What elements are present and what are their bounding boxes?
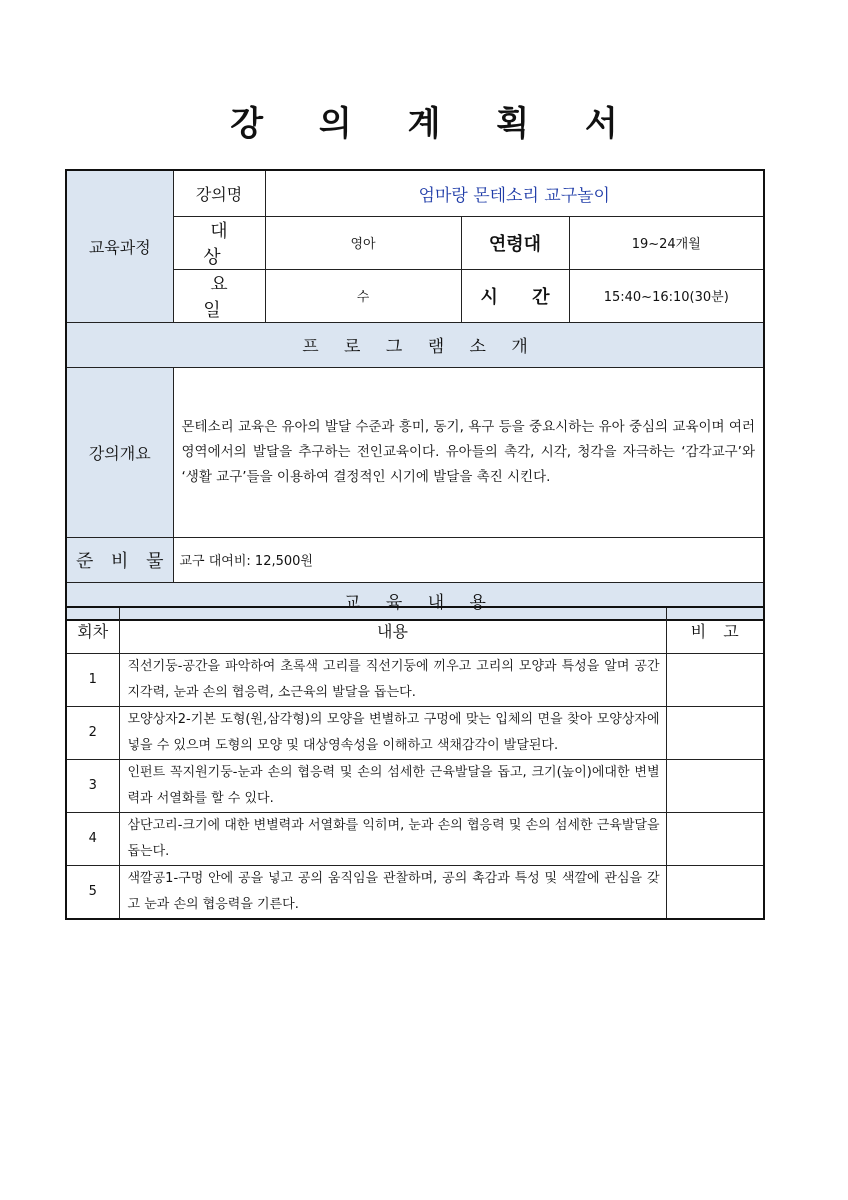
course-name-value: 엄마랑 몬테소리 교구놀이 bbox=[265, 170, 764, 216]
table-row bbox=[66, 653, 764, 706]
course-section-label: 교육과정 bbox=[66, 170, 173, 322]
row-number: 3 bbox=[66, 759, 119, 812]
table-row bbox=[66, 706, 764, 759]
target-value: 영아 bbox=[265, 216, 461, 269]
row-number: 1 bbox=[66, 653, 119, 706]
row-content: 색깔공1-구멍 안에 공을 넣고 공의 움직임을 관찰하며, 공의 촉감과 특성 및 색깔에 관심을 갖고 눈과 손의 협응력을 기른다. bbox=[119, 865, 666, 919]
overview-label: 강의개요 bbox=[66, 367, 173, 537]
row-content: 모양상자2-기본 도형(원,삼각형)의 모양을 변별하고 구멍에 맞는 입체의 면을 찾아 모양상자에 넣을 수 있으며 도형의 모양 및 대상영속성을 이해하고 색채감각이 발달된다. bbox=[119, 706, 666, 759]
col-note-header: 비 고 bbox=[666, 607, 764, 653]
row-note bbox=[666, 812, 764, 865]
age-label: 연령대 bbox=[461, 216, 569, 269]
row-number: 4 bbox=[66, 812, 119, 865]
course-plan-table bbox=[65, 169, 765, 621]
row-note bbox=[666, 706, 764, 759]
row-note bbox=[666, 653, 764, 706]
row-content: 삼단고리-크기에 대한 변별력과 서열화를 익히며, 눈과 손의 협응력 및 손의 섬세한 근육발달을 돕는다. bbox=[119, 812, 666, 865]
content-banner: 교 육 내 용 bbox=[66, 582, 764, 620]
row-note bbox=[666, 759, 764, 812]
row-number: 5 bbox=[66, 865, 119, 919]
overview-text: 몬테소리 교육은 유아의 발달 수준과 흥미, 동기, 욕구 등을 중요시하는 유아 중심의 교육이며 여러 영역에서의 발달을 추구하는 전인교육이다. 유아들의 촉각, 시각, 청각을 자극하는 ‘감각교구’와 ‘생활 교구’들을 이용하여 결정적인 시기에 발달을 촉진 시킨다. bbox=[173, 367, 764, 537]
course-name-label: 강의명 bbox=[173, 170, 265, 216]
row-note bbox=[666, 865, 764, 919]
time-label: 시 간 bbox=[461, 269, 569, 322]
materials-label: 준 비 물 bbox=[66, 537, 173, 582]
age-value: 19~24개월 bbox=[569, 216, 764, 269]
table-row bbox=[66, 865, 764, 919]
day-value: 수 bbox=[265, 269, 461, 322]
table-row bbox=[66, 759, 764, 812]
materials-value: 교구 대여비: 12,500원 bbox=[173, 537, 764, 582]
col-session-header: 회차 bbox=[66, 607, 119, 653]
row-number: 2 bbox=[66, 706, 119, 759]
row-content: 직선기둥-공간을 파악하여 초록색 고리를 직선기둥에 끼우고 고리의 모양과 특성을 알며 공간 지각력, 눈과 손의 협응력, 소근육의 발달을 돕는다. bbox=[119, 653, 666, 706]
col-content-header: 내용 bbox=[119, 607, 666, 653]
day-label: 요 일 bbox=[173, 269, 265, 322]
content-table bbox=[65, 606, 765, 920]
program-intro-banner: 프 로 그 램 소 개 bbox=[66, 322, 764, 367]
row-content: 인펀트 꼭지원기둥-눈과 손의 협응력 및 손의 섬세한 근육발달을 돕고, 크기(높이)에대한 변별력과 서열화를 할 수 있다. bbox=[119, 759, 666, 812]
table-row bbox=[66, 812, 764, 865]
target-label: 대 상 bbox=[173, 216, 265, 269]
time-value: 15:40~16:10(30분) bbox=[569, 269, 764, 322]
page-title: 강 의 계 획 서 bbox=[230, 104, 640, 144]
